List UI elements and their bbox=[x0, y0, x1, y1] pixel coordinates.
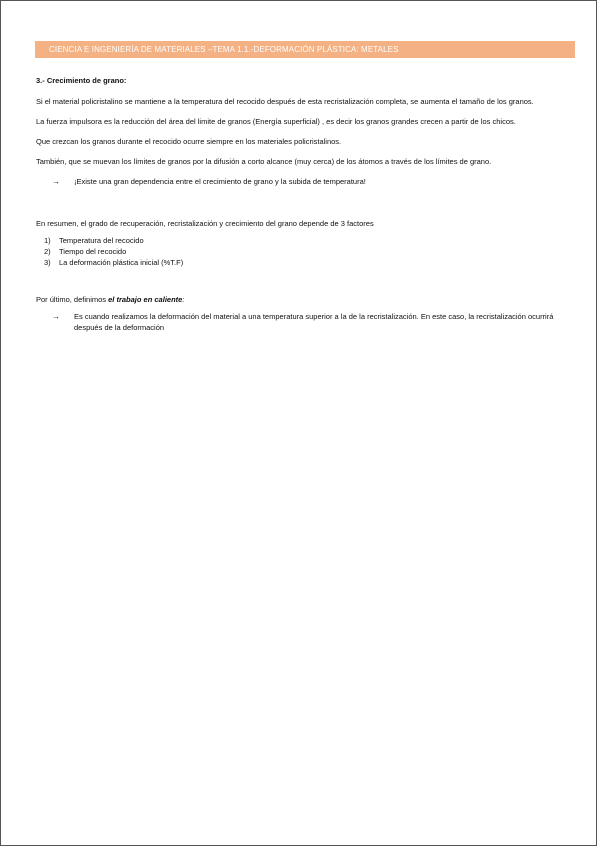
page-content bbox=[36, 75, 581, 333]
paragraph: Si el material policristalino se mantiene a la temperatura del recocido después de esta recristalización completa, se aumenta el tamaño de los granos. bbox=[36, 97, 534, 106]
spacer bbox=[36, 268, 581, 294]
list-item bbox=[44, 257, 581, 268]
summary-intro: En resumen, el grado de recuperación, recristalización y crecimiento del grano depende de 3 factores bbox=[36, 219, 374, 228]
hot-work-term: el trabajo en caliente bbox=[108, 295, 183, 304]
page-header-bar bbox=[35, 41, 575, 58]
hot-work-definition bbox=[52, 311, 581, 333]
paragraph: La fuerza impulsora es la reducción del área del limite de granos (Energía superficial) , es decir los granos grandes crecen a partir de los chicos. bbox=[36, 117, 516, 126]
temperature-note-text: ¡Existe una gran dependencia entre el crecimiento de grano y la subida de temperatura! bbox=[74, 177, 366, 186]
list-item-text: Tiempo del recocido bbox=[59, 247, 127, 256]
header-title: CIENCIA E INGENIERÍA DE MATERIALES –TEMA 1.1.-DEFORMACIÓN PLÁSTICA: METALES bbox=[49, 45, 399, 54]
spacer bbox=[36, 187, 581, 218]
section-heading: 3.- Crecimiento de grano: bbox=[36, 76, 127, 85]
arrow-right-icon: → bbox=[52, 177, 60, 186]
temperature-note bbox=[52, 176, 581, 187]
list-item-text: La deformación plástica inicial (%T.F) bbox=[59, 258, 184, 267]
factors-list bbox=[44, 235, 581, 268]
hot-work-intro bbox=[36, 294, 581, 305]
arrow-right-icon: → bbox=[52, 312, 60, 321]
list-item-number: 2) bbox=[44, 247, 51, 256]
hot-work-intro-prefix: Por último, definimos bbox=[36, 295, 109, 304]
list-item bbox=[44, 246, 581, 257]
hot-work-definition-text: Es cuando realizamos la deformación del material a una temperatura superior a la de la recristalización. En este caso, la recristalización ocurrirá después de la deformación bbox=[74, 312, 554, 332]
list-item-number: 1) bbox=[44, 236, 51, 245]
paragraph: También, que se muevan los límites de granos por la difusión a corto alcance (muy cerca) de los átomos a través de los límites de grano. bbox=[36, 157, 492, 166]
list-item-text: Temperatura del recocido bbox=[59, 236, 144, 245]
list-item bbox=[44, 235, 581, 246]
paragraph: Que crezcan los granos durante el recocido ocurre siempre en los materiales policristalinos. bbox=[36, 137, 342, 146]
hot-work-intro-suffix: : bbox=[182, 295, 185, 304]
list-item-number: 3) bbox=[44, 258, 51, 267]
